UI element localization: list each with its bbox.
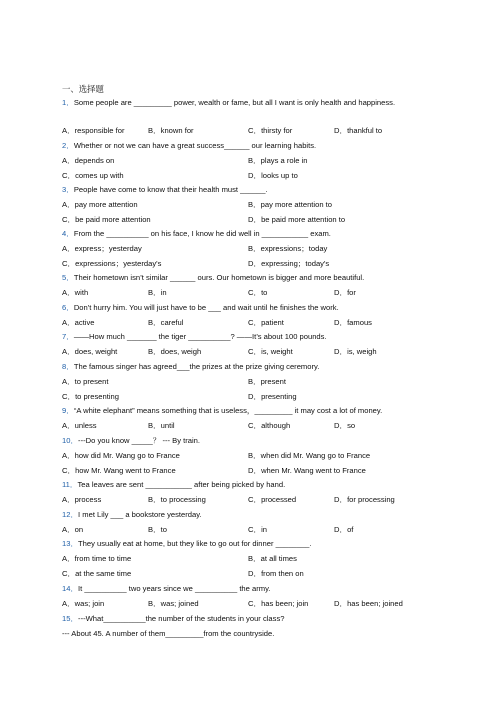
options-4-row1 bbox=[62, 243, 442, 255]
question-number: 1． bbox=[62, 98, 74, 107]
option-b[interactable]: B．to processing bbox=[148, 495, 206, 504]
question-number: 14． bbox=[62, 584, 79, 593]
option-d[interactable]: D．of bbox=[334, 525, 354, 534]
option-a[interactable]: A．to present bbox=[62, 377, 109, 386]
question-8 bbox=[62, 361, 442, 373]
option-c[interactable]: C．comes up with bbox=[62, 171, 124, 180]
options-3-row2 bbox=[62, 214, 442, 226]
question-text: ---Do you know _____？ --- By train. bbox=[78, 436, 201, 445]
option-b[interactable]: B．to bbox=[148, 525, 167, 534]
section-title: 一、选择题 bbox=[62, 84, 104, 94]
option-d[interactable]: D．is, weigh bbox=[334, 347, 377, 356]
question-number: 12． bbox=[62, 510, 79, 519]
question-10 bbox=[62, 435, 442, 447]
question-5 bbox=[62, 272, 442, 284]
option-b[interactable]: B．in bbox=[148, 288, 167, 297]
option-d[interactable]: D．expressing；today's bbox=[248, 259, 330, 268]
option-d[interactable]: D．has been; joined bbox=[334, 599, 403, 608]
option-d[interactable]: D．for bbox=[334, 288, 356, 297]
option-c[interactable]: C．to bbox=[248, 288, 268, 297]
option-b[interactable]: B．careful bbox=[148, 318, 184, 327]
question-2 bbox=[62, 140, 442, 152]
option-a[interactable]: A．how did Mr. Wang go to France bbox=[62, 451, 180, 460]
question-11 bbox=[62, 479, 442, 491]
question-text: The famous singer has agreed___the prizes at the prize giving ceremory. bbox=[73, 362, 320, 371]
question-6 bbox=[62, 302, 442, 314]
question-4 bbox=[62, 228, 442, 240]
question-12 bbox=[62, 509, 442, 521]
option-a[interactable]: A．responsible for bbox=[62, 126, 125, 135]
option-c[interactable]: C．although bbox=[248, 421, 291, 430]
option-d[interactable]: D．from then on bbox=[248, 569, 304, 578]
question-text: Whether or not we can have a great success______ our learning habits. bbox=[73, 141, 317, 150]
options-14 bbox=[62, 598, 442, 610]
option-d[interactable]: D．be paid more attention to bbox=[248, 215, 346, 224]
options-1 bbox=[62, 125, 442, 137]
option-a[interactable]: A．express；yesterday bbox=[62, 244, 142, 253]
options-7 bbox=[62, 346, 442, 358]
question-9 bbox=[62, 405, 442, 417]
option-d[interactable]: D．famous bbox=[334, 318, 372, 327]
option-a[interactable]: A．does, weight bbox=[62, 347, 118, 356]
question-text: “A white elephant” means something that is useless，_________ it may cost a lot of money. bbox=[73, 406, 383, 415]
option-c[interactable]: C．in bbox=[248, 525, 267, 534]
question-7 bbox=[62, 331, 442, 343]
options-11 bbox=[62, 494, 442, 506]
option-b[interactable]: B．does, weigh bbox=[148, 347, 202, 356]
question-text: Don't hurry him. You will just have to be ___ and wait until he finishes the work. bbox=[73, 303, 339, 312]
option-b[interactable]: B．present bbox=[248, 377, 286, 386]
question-number: 9． bbox=[62, 406, 74, 415]
options-2-row2 bbox=[62, 170, 442, 182]
option-d[interactable]: D．when Mr. Wang went to France bbox=[248, 466, 366, 475]
question-text: Tea leaves are sent ___________ after being picked by hand. bbox=[77, 480, 286, 489]
question-number: 6． bbox=[62, 303, 74, 312]
options-8-row1 bbox=[62, 376, 442, 388]
option-a[interactable]: A．was; join bbox=[62, 599, 105, 608]
question-text: ---What__________the number of the students in your class? bbox=[78, 614, 285, 623]
options-4-row2 bbox=[62, 258, 442, 270]
options-13-row2 bbox=[62, 568, 442, 580]
question-text: They usually eat at home, but they like to go out for dinner ________. bbox=[78, 539, 312, 548]
option-b[interactable]: B．expressions；today bbox=[248, 244, 328, 253]
option-b[interactable]: B．known for bbox=[148, 126, 194, 135]
question-3 bbox=[62, 184, 442, 196]
option-b[interactable]: B．plays a role in bbox=[248, 156, 308, 165]
options-2-row1 bbox=[62, 155, 442, 167]
question-text: I met Lily ___ a bookstore yesterday. bbox=[78, 510, 202, 519]
option-c[interactable]: C．be paid more attention bbox=[62, 215, 151, 224]
option-d[interactable]: D．thankful to bbox=[334, 126, 383, 135]
question-number: 15． bbox=[62, 614, 79, 623]
option-d[interactable]: D．for processing bbox=[334, 495, 395, 504]
question-15 bbox=[62, 613, 442, 625]
question-number: 4． bbox=[62, 229, 74, 238]
option-d[interactable]: D．looks up to bbox=[248, 171, 298, 180]
question-text: People have come to know that their health must ______. bbox=[73, 185, 268, 194]
option-b[interactable]: B．pay more attention to bbox=[248, 200, 332, 209]
question-13 bbox=[62, 538, 442, 550]
options-13-row1 bbox=[62, 553, 442, 565]
question-text: Their hometown isn’t similar ______ ours. Our hometown is bigger and more beautiful. bbox=[73, 273, 365, 282]
option-a[interactable]: A．from time to time bbox=[62, 554, 132, 563]
question-number: 2． bbox=[62, 141, 74, 150]
question-number: 7． bbox=[62, 332, 74, 341]
option-b[interactable]: B．at all times bbox=[248, 554, 297, 563]
option-d[interactable]: D．presenting bbox=[248, 392, 297, 401]
question-number: 3． bbox=[62, 185, 74, 194]
option-c[interactable]: C．how Mr. Wang went to France bbox=[62, 466, 176, 475]
question-text: ——How much _______ the tiger __________? ——It’s about 100 pounds. bbox=[73, 332, 327, 341]
option-a[interactable]: A．process bbox=[62, 495, 102, 504]
options-10-row2 bbox=[62, 465, 442, 477]
option-a[interactable]: A．active bbox=[62, 318, 95, 327]
option-c[interactable]: C．to presenting bbox=[62, 392, 119, 401]
option-c[interactable]: C．patient bbox=[248, 318, 284, 327]
question-1 bbox=[62, 97, 442, 109]
question-number: 13． bbox=[62, 539, 79, 548]
question-number: 11． bbox=[62, 480, 78, 489]
options-12 bbox=[62, 524, 442, 536]
option-d[interactable]: D．so bbox=[334, 421, 356, 430]
question-number: 5． bbox=[62, 273, 74, 282]
question-number: 10． bbox=[62, 436, 79, 445]
option-c[interactable]: C．expressions；yesterday's bbox=[62, 259, 162, 268]
question-text: It __________ two years since we __________ the army. bbox=[78, 584, 271, 593]
question-text: Some people are _________ power, wealth or fame, but all I want is only health and happiness. bbox=[73, 98, 396, 107]
option-c[interactable]: C．has been; join bbox=[248, 599, 309, 608]
option-a[interactable]: A．depends on bbox=[62, 156, 115, 165]
option-b[interactable]: B．was; joined bbox=[148, 599, 199, 608]
option-b[interactable]: B．until bbox=[148, 421, 175, 430]
options-5 bbox=[62, 287, 442, 299]
question-14 bbox=[62, 583, 442, 595]
options-9 bbox=[62, 420, 442, 432]
options-6 bbox=[62, 317, 442, 329]
option-a[interactable]: A．on bbox=[62, 525, 84, 534]
options-8-row2 bbox=[62, 391, 442, 403]
option-b[interactable]: B．when did Mr. Wang go to France bbox=[248, 451, 371, 460]
option-a[interactable]: A．with bbox=[62, 288, 89, 297]
option-c[interactable]: C．at the same time bbox=[62, 569, 132, 578]
option-c[interactable]: C．is, weight bbox=[248, 347, 293, 356]
option-a[interactable]: A．unless bbox=[62, 421, 97, 430]
question-number: 8． bbox=[62, 362, 74, 371]
question-text: From the __________ on his face, I know he did well in ___________ exam. bbox=[73, 229, 331, 238]
options-10-row1 bbox=[62, 450, 442, 462]
option-a[interactable]: A．pay more attention bbox=[62, 200, 138, 209]
options-3-row1 bbox=[62, 199, 442, 211]
option-c[interactable]: C．thirsty for bbox=[248, 126, 293, 135]
option-c[interactable]: C．processed bbox=[248, 495, 297, 504]
question-15-continued: --- About 45. A number of them_________from the countryside. bbox=[62, 629, 275, 638]
